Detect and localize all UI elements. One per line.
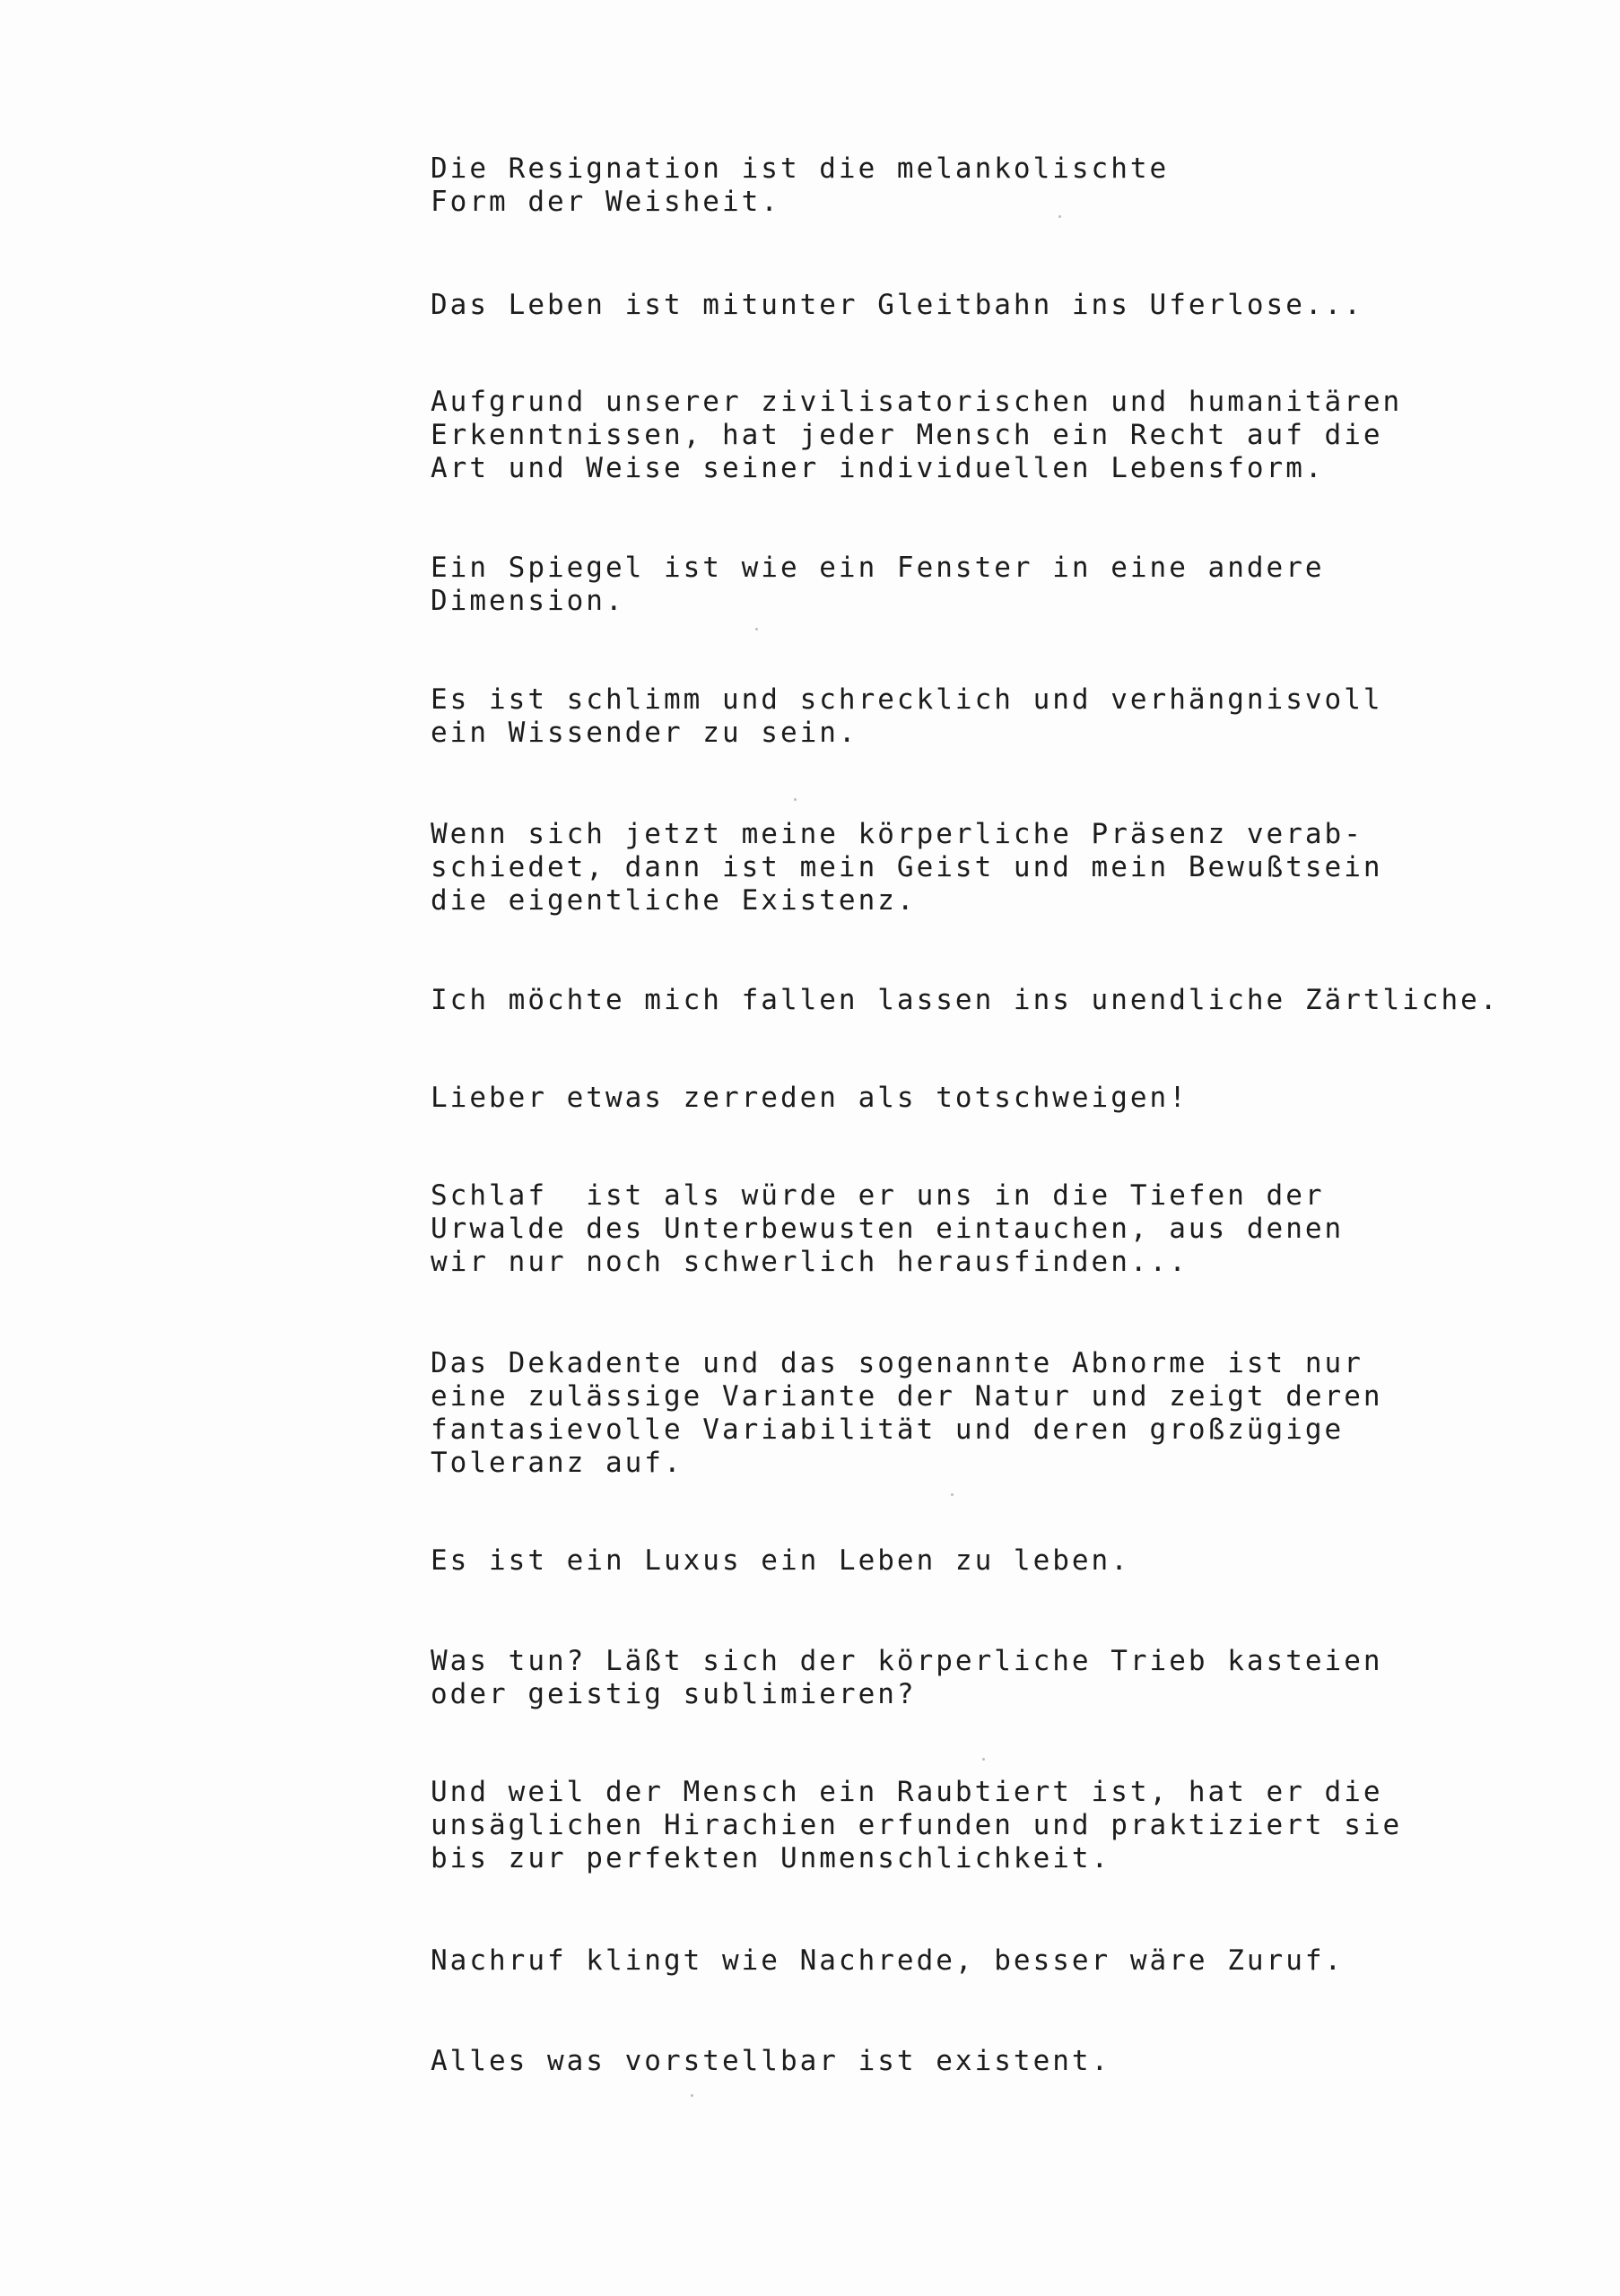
aphorism-line: Toleranz auf. [431,1447,684,1479]
aphorism-line: Das Leben ist mitunter Gleitbahn ins Uferlose... [431,289,1363,321]
aphorism-4 [431,552,1325,618]
scan-speck [755,628,758,631]
aphorism-line: Ich möchte mich fallen lassen ins unendliche Zärtliche. [431,984,1500,1016]
aphorism-line: Alles was vorstellbar ist existent. [431,2045,1111,2077]
aphorism-line: Das Dekadente und das sogenannte Abnorme ist nur [431,1347,1363,1379]
aphorism-1 [431,152,1169,219]
aphorism-line: Was tun? Läßt sich der körperliche Trieb kasteien [431,1645,1383,1677]
aphorism-line: Ein Spiegel ist wie ein Fenster in eine andere [431,552,1325,584]
aphorism-line: bis zur perfekten Unmenschlichkeit. [431,1842,1111,1874]
aphorism-line: ein Wissender zu sein. [431,717,858,749]
aphorism-5 [431,683,1383,750]
aphorism-9 [431,1179,1344,1279]
aphorism-line: Es ist ein Luxus ein Leben zu leben. [431,1544,1130,1577]
aphorism-2 [431,289,1363,322]
aphorism-line: Lieber etwas zerreden als totschweigen! [431,1082,1189,1114]
aphorism-line: schiedet, dann ist mein Geist und mein Bewußtsein [431,851,1383,883]
aphorism-line: unsäglichen Hirachien erfunden und praktiziert sie [431,1809,1403,1841]
aphorism-11 [431,1544,1130,1578]
scan-speck [951,1493,954,1496]
aphorism-10 [431,1347,1383,1480]
aphorism-line: Und weil der Mensch ein Raubtiert ist, hat er die [431,1776,1383,1808]
aphorism-3 [431,386,1402,485]
aphorism-12 [431,1645,1383,1711]
aphorism-14 [431,1944,1344,1978]
aphorism-line: eine zulässige Variante der Natur und zeigt deren [431,1380,1383,1413]
aphorism-line: Es ist schlimm und schrecklich und verhängnisvoll [431,683,1383,716]
aphorism-line: Form der Weisheit. [431,186,780,218]
aphorism-line: Aufgrund unserer zivilisatorischen und humanitären [431,386,1403,418]
aphorism-line: die eigentliche Existenz. [431,884,917,917]
aphorism-8 [431,1082,1189,1115]
aphorism-line: oder geistig sublimieren? [431,1678,917,1710]
aphorism-line: fantasievolle Variabilität und deren großzügige [431,1413,1345,1446]
scan-speck [794,798,797,801]
aphorism-line: Urwalde des Unterbewusten eintauchen, aus denen [431,1213,1345,1245]
aphorism-line: Dimension. [431,585,625,617]
aphorism-line: wir nur noch schwerlich herausfinden... [431,1246,1189,1278]
aphorism-line: Art und Weise seiner individuellen Lebensform. [431,452,1325,484]
scan-speck [691,2094,693,2097]
scan-speck [1058,215,1061,218]
aphorism-line: Erkenntnissen, hat jeder Mensch ein Recht auf die [431,419,1383,451]
aphorism-7 [431,984,1500,1017]
aphorism-line: Wenn sich jetzt meine körperliche Präsenz verab- [431,818,1363,850]
aphorism-line: Schlaf ist als würde er uns in die Tiefen der [431,1179,1325,1212]
aphorism-line: Nachruf klingt wie Nachrede, besser wäre Zuruf. [431,1944,1345,1977]
aphorism-6 [431,818,1383,918]
scan-speck [982,1758,985,1761]
aphorism-line: Die Resignation ist die melankolischte [431,152,1170,185]
aphorism-13 [431,1776,1402,1875]
aphorism-15 [431,2045,1110,2078]
